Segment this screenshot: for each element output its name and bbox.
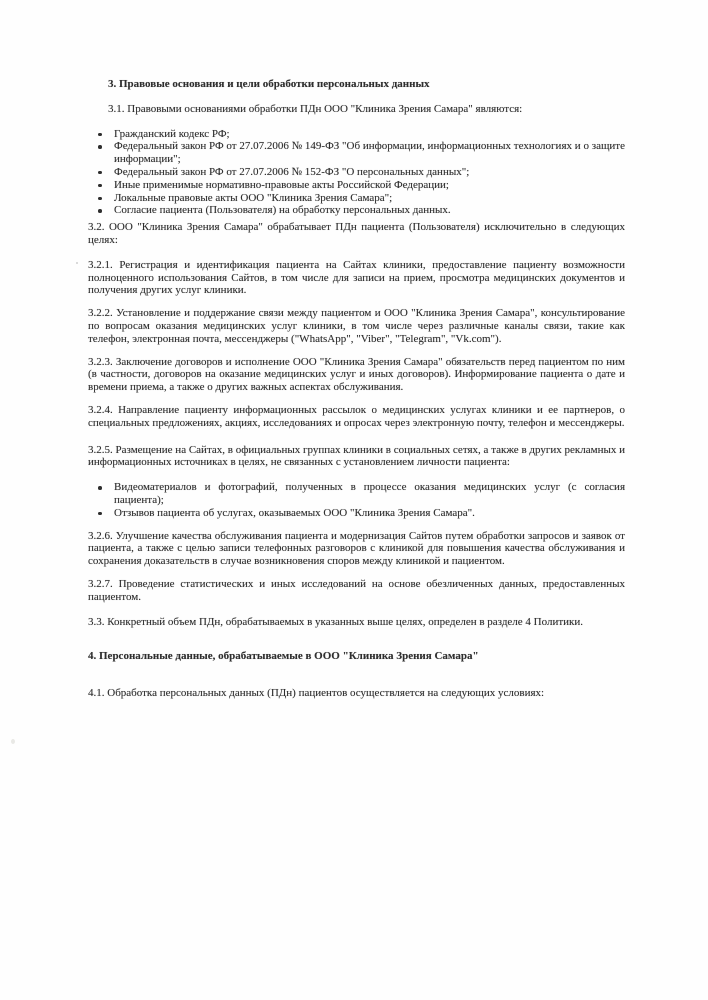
- legal-basis-item: Гражданский кодекс РФ;: [88, 128, 625, 141]
- legal-basis-list: [88, 128, 625, 218]
- para-3-2-7: 3.2.7. Проведение статистических и иных исследований на основе обезличенных данных, предоставленных пациентом.: [88, 577, 625, 603]
- para-3-3: 3.3. Конкретный объем ПДн, обрабатываемых в указанных выше целях, определен в разделе 4 Политики.: [88, 615, 584, 628]
- legal-basis-item: Локальные правовые акты ООО "Клиника Зрения Самара";: [88, 192, 625, 205]
- scan-speck: [11, 739, 15, 744]
- para-3-2-6: 3.2.6. Улучшение качества обслуживания пациента и модернизация Сайтов путем обработки запросов и заявок от пациента, а также с целью записи телефонных разговоров с клиникой для повышения качества обслуживания и сохранения доказательств в случае возникновения споров между клиникой и пациентом.: [88, 529, 625, 568]
- section3-heading: 3. Правовые основания и цели обработки персональных данных: [108, 78, 430, 90]
- para-3-2-2: 3.2.2. Установление и поддержание связи между пациентом и ООО "Клиника Зрения Самара", консультирование по вопросам оказания медицинских услуг клиники, в том числе через различные каналы связи, такие как телефон, электронная почта, мессенджеры ("WhatsApp", "Viber", "Telegram", "Vk.com").: [88, 307, 625, 345]
- section4-heading: 4. Персональные данные, обрабатываемые в ООО "Клиника Зрения Самара": [88, 650, 479, 663]
- placement-list: [88, 481, 625, 519]
- placement-item: Видеоматериалов и фотографий, полученных в процессе оказания медицинских услуг (с согласия пациента);: [88, 481, 625, 507]
- para-3-1: 3.1. Правовыми основаниями обработки ПДн ООО "Клиника Зрения Самара" являются:: [108, 102, 523, 115]
- para-3-2-3: 3.2.3. Заключение договоров и исполнение ООО "Клиника Зрения Самара" обязательств перед пациентом по ним (в частности, договоров на оказание медицинских услуг и иных договоров). Информирование пациента о дате и времени приема, а также о других важных аспектах обслуживания.: [88, 355, 625, 394]
- legal-basis-item: Федеральный закон РФ от 27.07.2006 № 152-ФЗ "О персональных данных";: [88, 166, 625, 179]
- scan-speck: [76, 262, 78, 264]
- para-3-2: 3.2. ООО "Клиника Зрения Самара" обрабатывает ПДн пациента (Пользователя) исключительно в следующих целях:: [88, 221, 625, 246]
- para-3-2-5: 3.2.5. Размещение на Сайтах, в официальных группах клиники в социальных сетях, а также в других рекламных и информационных источниках в целях, не связанных с установлением личности пациента:: [88, 443, 625, 469]
- placement-item: Отзывов пациента об услугах, оказываемых ООО "Клиника Зрения Самара".: [88, 507, 625, 520]
- para-3-2-1: 3.2.1. Регистрация и идентификация пациента на Сайтах клиники, предоставление пациенту возможности полноценного использования Сайтов, в том числе для записи на прием, просмотра медицинских документов и получения других услуг клиники.: [88, 258, 625, 297]
- legal-basis-item: Согласие пациента (Пользователя) на обработку персональных данных.: [88, 204, 625, 217]
- legal-basis-item: Федеральный закон РФ от 27.07.2006 № 149-ФЗ "Об информации, информационных технологиях и о защите информации";: [88, 140, 625, 166]
- legal-basis-item: Иные применимые нормативно-правовые акты Российской Федерации;: [88, 179, 625, 192]
- para-4-1: 4.1. Обработка персональных данных (ПДн) пациентов осуществляется на следующих условиях:: [88, 687, 545, 700]
- para-3-2-4: 3.2.4. Направление пациенту информационных рассылок о медицинских услугах клиники и ее партнеров, о специальных предложениях, акциях, исследованиях и опросах через электронную почту, телефон и мессенджеры.: [88, 403, 625, 429]
- document-content: [88, 78, 625, 700]
